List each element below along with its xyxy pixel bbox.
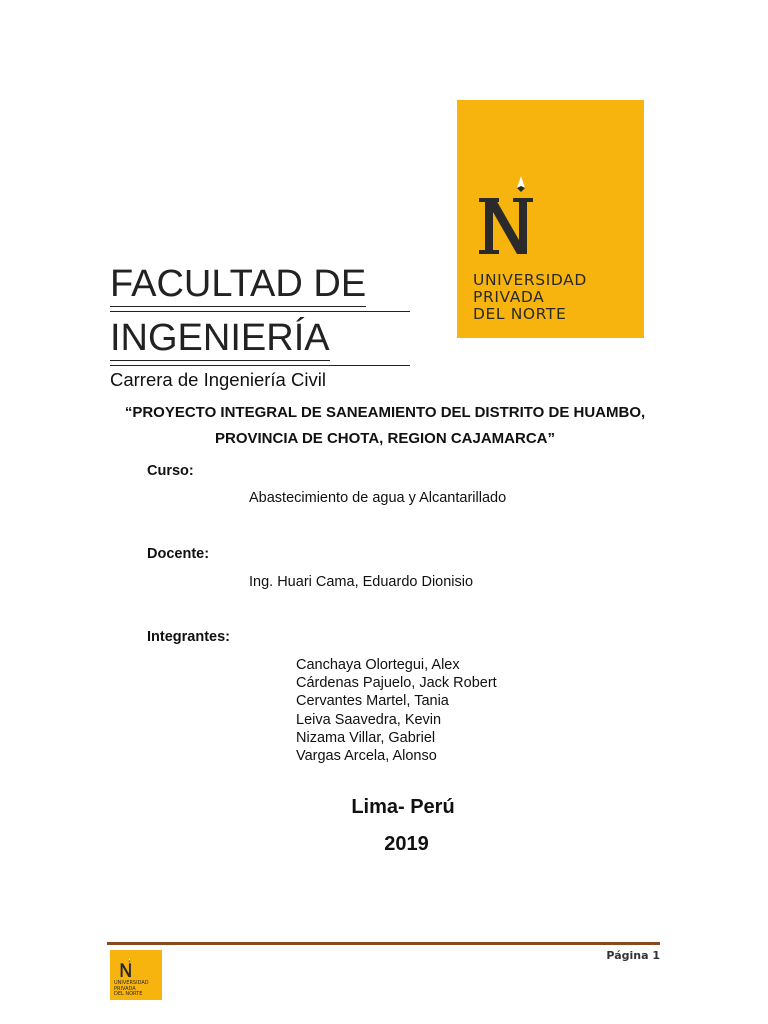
place-text: Lima- Perú: [351, 796, 455, 818]
footer-logo-line2: PRIVADA: [114, 985, 136, 992]
university-name: [473, 272, 641, 323]
list-item: Nizama Villar, Gabriel: [296, 729, 436, 746]
page-number: Página 1: [606, 949, 660, 962]
list-item: Cárdenas Pajuelo, Jack Robert: [296, 675, 497, 692]
faculty-title: [110, 258, 410, 366]
teacher-value: Ing. Huari Cama, Eduardo Dionisio: [249, 574, 474, 590]
year-text: 2019: [384, 833, 429, 855]
footer-logo-line1: UNIVERSIDAD: [114, 980, 149, 986]
project-title-line2: PROVINCIA DE CHOTA, REGION CAJAMARCA”: [214, 430, 555, 447]
members-list: [296, 656, 497, 765]
course-value: Abastecimiento de agua y Alcantarillado: [249, 490, 507, 506]
upn-n-small-logo-icon: [116, 957, 136, 979]
list-item: Leiva Saavedra, Kevin: [296, 711, 442, 728]
course-label: Curso:: [147, 463, 194, 479]
project-title: [100, 400, 670, 452]
university-name-line3: DEL NORTE: [473, 305, 567, 323]
career-name: Carrera de Ingeniería Civil: [110, 369, 326, 390]
list-item: Cervantes Martel, Tania: [296, 693, 449, 710]
footer-divider: [107, 942, 660, 945]
university-logo: [457, 100, 644, 338]
university-name-line2: PRIVADA: [473, 288, 545, 306]
members-label: Integrantes:: [147, 629, 230, 645]
upn-n-logo-icon: [477, 172, 537, 262]
project-title-line1: “PROYECTO INTEGRAL DE SANEAMIENTO DEL DISTRITO DE HUAMBO,: [124, 404, 646, 421]
teacher-label: Docente:: [147, 546, 210, 562]
faculty-title-line2: INGENIERÍA: [110, 317, 330, 359]
list-item: Vargas Arcela, Alonso: [296, 748, 437, 765]
university-name-line1: UNIVERSIDAD: [473, 271, 587, 289]
footer-logo: [110, 950, 162, 1000]
footer-logo-text: [114, 981, 160, 998]
list-item: Canchaya Olortegui, Alex: [296, 657, 460, 673]
footer-logo-line3: DEL NORTE: [114, 991, 143, 997]
faculty-title-line1: FACULTAD DE: [110, 263, 367, 305]
